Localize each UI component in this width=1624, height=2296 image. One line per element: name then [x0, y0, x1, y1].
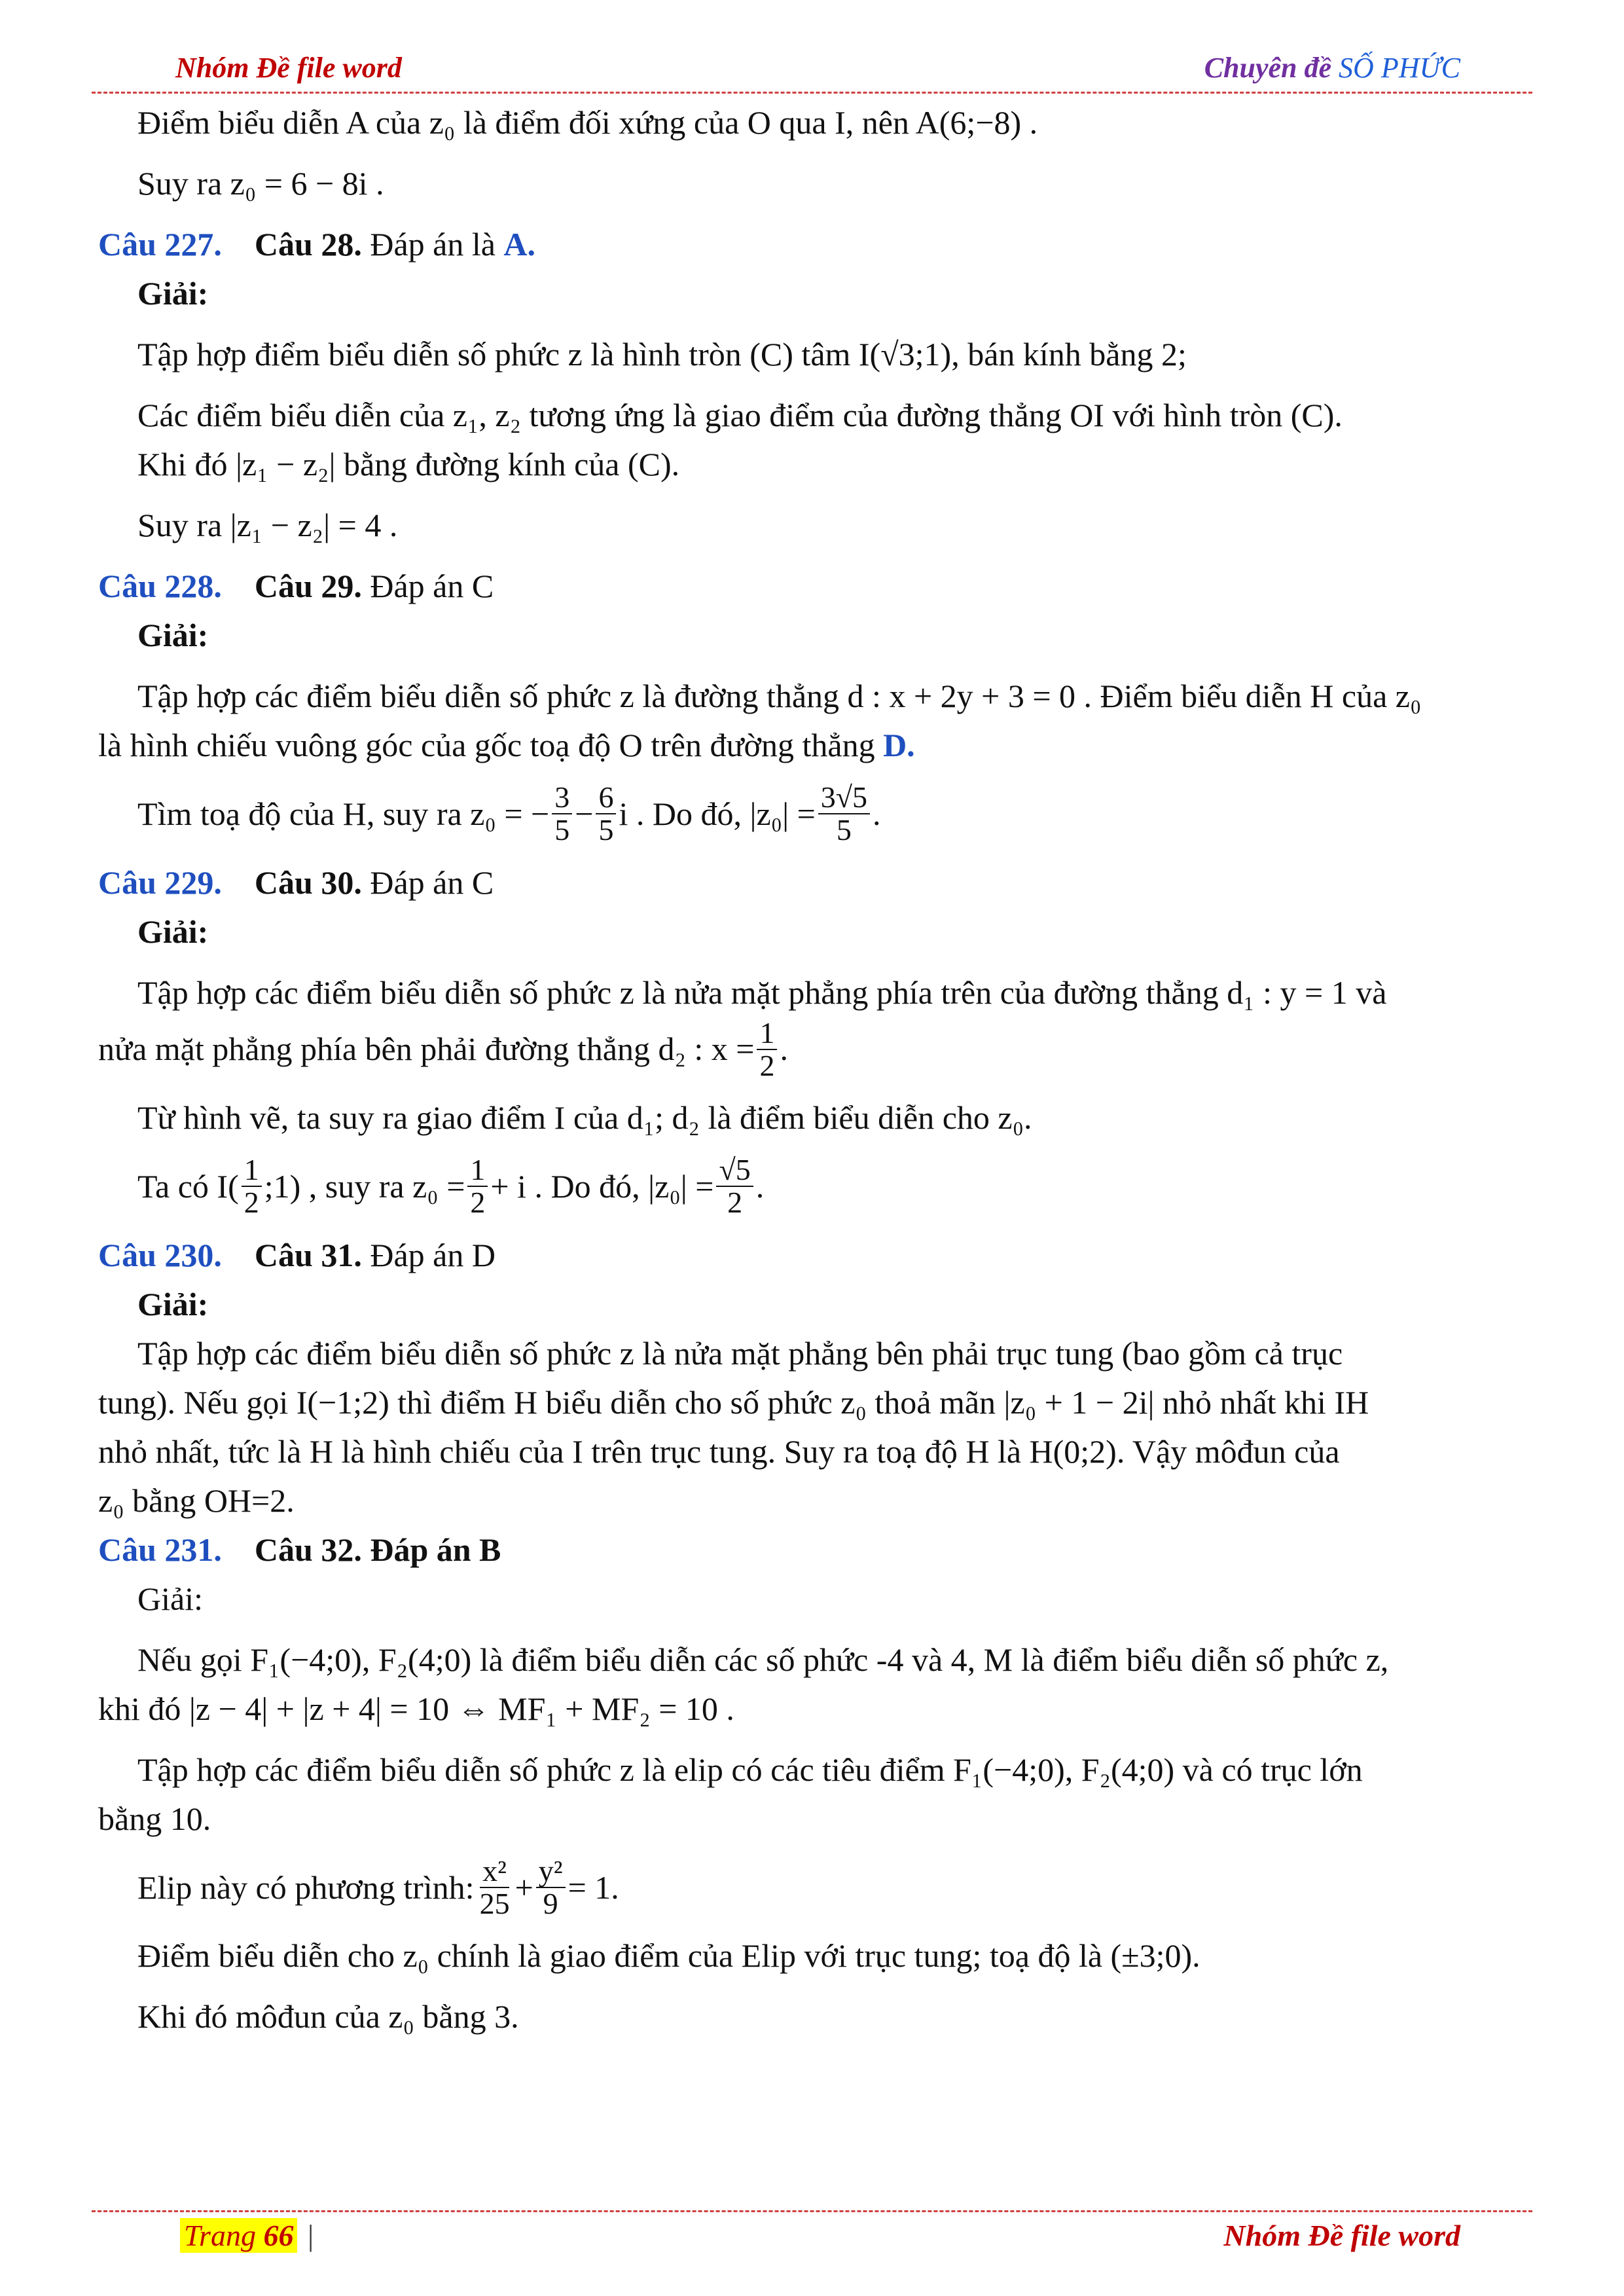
page-label: Trang [184, 2219, 256, 2252]
fraction [242, 1154, 262, 1219]
question-title: Câu 28. [254, 226, 362, 263]
minus-sign: − [575, 795, 594, 832]
q231-line-5-text-a: Elip này có phương trình: [137, 1868, 475, 1906]
question-228-heading [98, 562, 1534, 611]
q231-line-6: Điểm biểu diễn cho z₀ chính là giao điểm của Elip với trục tung; toạ độ là (±3;0). [137, 1937, 1200, 1975]
q231-line-3: Tập hợp các điểm biểu diễn số phức z là elip có các tiêu điểm F₁(−4;0), F₂(4;0) và có trục lớn [137, 1751, 1363, 1788]
fraction-numerator: 1 [757, 1017, 777, 1050]
q228-line-1: Tập hợp các điểm biểu diễn số phức z là đường thẳng d : x + 2y + 3 = 0 . Điểm biểu diễn H của z₀ [137, 678, 1422, 714]
q227-line-4: Suy ra |z₁ − z₂| = 4 . [137, 507, 398, 543]
header-divider [92, 92, 1532, 94]
question-title: Câu 29. [254, 568, 362, 604]
question-number: Câu 227. [98, 226, 222, 263]
fraction-numerator: x² [480, 1855, 509, 1888]
question-230-heading [98, 1231, 1534, 1280]
period: . [755, 1167, 765, 1205]
answer-text: Đáp án C [370, 864, 494, 901]
answer-text: Đáp án C [370, 568, 494, 604]
fraction [596, 782, 616, 847]
question-number: Câu 231. [98, 1531, 222, 1568]
q228-line-3-text-a: Tìm toạ độ của H, suy ra z₀ = − [137, 795, 550, 832]
page-content [98, 98, 1534, 2041]
answer-text: Đáp án D [370, 1236, 496, 1273]
q228-line-2 [98, 721, 1534, 770]
q231-line-7: Khi đó môđun của z₀ bằng 3. [137, 1998, 519, 2035]
question-number: Câu 230. [98, 1236, 222, 1273]
q228-line-2-highlight: D. [883, 727, 915, 763]
page-header [92, 51, 1532, 97]
fraction-numerator: 3 [552, 782, 572, 814]
fraction [757, 1017, 777, 1082]
q229-line-2-text: nửa mặt phẳng phía bên phải đường thẳng d₂ : x = [98, 1030, 755, 1068]
footer-divider [92, 2210, 1532, 2212]
solution-label: Giải: [137, 1580, 203, 1617]
q231-line-5-text-b: = 1. [568, 1868, 619, 1906]
q227-line-2: Các điểm biểu diễn của z₁, z₂ tương ứng là giao điểm của đường thẳng OI với hình tròn (C). [137, 397, 1343, 433]
solution-label: Giải: [137, 1285, 209, 1322]
fraction-numerator: 1 [467, 1154, 488, 1187]
fraction [716, 1154, 753, 1219]
fraction [536, 1855, 566, 1920]
page-footer [92, 2218, 1532, 2264]
fraction-denominator: 5 [554, 813, 570, 847]
fraction [467, 1154, 488, 1219]
fraction [477, 1855, 513, 1920]
fraction-denominator: 5 [836, 813, 852, 847]
fraction-numerator: 6 [596, 782, 616, 814]
q230-line-1: Tập hợp các điểm biểu diễn số phức z là nửa mặt phẳng bên phải trục tung (bao gồm cả trục [137, 1334, 1343, 1372]
answer-letter: A. [503, 226, 536, 263]
solution-label: Giải: [137, 913, 209, 950]
period: . [780, 1030, 788, 1068]
q231-line-2: khi đó |z − 4| + |z + 4| = 10 ⇔ MF₁ + MF₂ = 10 . [98, 1690, 734, 1727]
fraction-denominator: 5 [598, 813, 614, 847]
q229-line-4-text-b: ;1) , suy ra z₀ = [264, 1167, 465, 1205]
question-title: Câu 31. [254, 1236, 362, 1273]
question-title: Câu 30. [254, 864, 362, 901]
answer-text: Đáp án là [370, 226, 496, 263]
footer-group-name: Nhóm Đề file word [1223, 2219, 1460, 2252]
q229-line-3: Từ hình vẽ, ta suy ra giao điểm I của d₁; d₂ là điểm biểu diễn cho z₀. [137, 1099, 1032, 1137]
header-topic [1204, 51, 1460, 84]
q228-line-2-text: là hình chiếu vuông góc của gốc toạ độ O trên đường thẳng [98, 727, 875, 763]
fraction-denominator: 2 [759, 1048, 775, 1082]
fraction [818, 782, 870, 847]
solution-label: Giải: [137, 275, 209, 312]
q231-line-4: bằng 10. [98, 1800, 211, 1837]
fraction-numerator: y² [536, 1855, 566, 1888]
q229-line-4 [98, 1154, 1534, 1219]
question-number: Câu 229. [98, 864, 222, 901]
header-group-name: Nhóm Đề file word [175, 52, 402, 84]
question-229-heading [98, 858, 1534, 907]
question-231-heading [98, 1525, 1534, 1575]
question-title: Câu 32. Đáp án B [254, 1531, 501, 1568]
q227-line-3: Khi đó |z₁ − z₂| bằng đường kính của (C). [137, 446, 680, 483]
fraction [552, 782, 572, 847]
q230-line-3: nhỏ nhất, tức là H là hình chiếu của I trên trục tung. Suy ra toạ độ H là H(0;2). Vậy môđun của [98, 1432, 1340, 1470]
header-topic-prefix: Chuyên đề [1204, 52, 1332, 84]
page-number: 66 [263, 2219, 294, 2252]
q229-line-4-text-a: Ta có I( [137, 1167, 239, 1205]
page-indicator [180, 2218, 297, 2253]
fraction-denominator: 25 [479, 1887, 510, 1921]
q229-line-1: Tập hợp các điểm biểu diễn số phức z là nửa mặt phẳng phía trên của đường thẳng d₁ : y = 1 và [137, 974, 1387, 1011]
question-number: Câu 228. [98, 568, 222, 604]
intro-line-2: Suy ra z₀ = 6 − 8i . [137, 165, 384, 202]
q229-line-4-text-c: + i . Do đó, |z₀| = [490, 1167, 714, 1205]
q231-line-5 [98, 1855, 1534, 1920]
plus-sign: + [514, 1868, 533, 1906]
footer-separator: | [308, 2219, 314, 2252]
fraction-denominator: 9 [543, 1887, 558, 1921]
q230-line-4: z₀ bằng OH=2. [98, 1482, 295, 1519]
fraction-denominator: 2 [244, 1186, 259, 1220]
q227-line-1: Tập hợp điểm biểu diễn số phức z là hình tròn (C) tâm I(√3;1), bán kính bằng 2; [137, 336, 1187, 373]
fraction-numerator: 3√5 [818, 782, 870, 814]
q230-line-2: tung). Nếu gọi I(−1;2) thì điểm H biểu diễn cho số phức z₀ thoả mãn |z₀ + 1 − 2i| nhỏ nhất khi IH [98, 1383, 1369, 1421]
fraction-numerator: 1 [242, 1154, 262, 1187]
q228-line-3-text-b: i . Do đó, |z₀| = [619, 795, 816, 832]
q228-line-3 [98, 782, 1534, 847]
fraction-denominator: 2 [470, 1186, 486, 1220]
period: . [873, 795, 881, 832]
header-topic-highlight: SỐ PHỨC [1339, 52, 1460, 84]
fraction-numerator: √5 [716, 1154, 753, 1187]
question-227-heading [98, 220, 1534, 269]
q229-line-2 [98, 1017, 1534, 1082]
fraction-denominator: 2 [727, 1186, 743, 1220]
solution-label: Giải: [137, 617, 209, 653]
intro-line-1: Điểm biểu diễn A của z₀ là điểm đối xứng của O qua I, nên A(6;−8) . [137, 104, 1038, 141]
q231-line-1: Nếu gọi F₁(−4;0), F₂(4;0) là điểm biểu diễn các số phức -4 và 4, M là điểm biểu diễn số phức z, [137, 1641, 1389, 1678]
